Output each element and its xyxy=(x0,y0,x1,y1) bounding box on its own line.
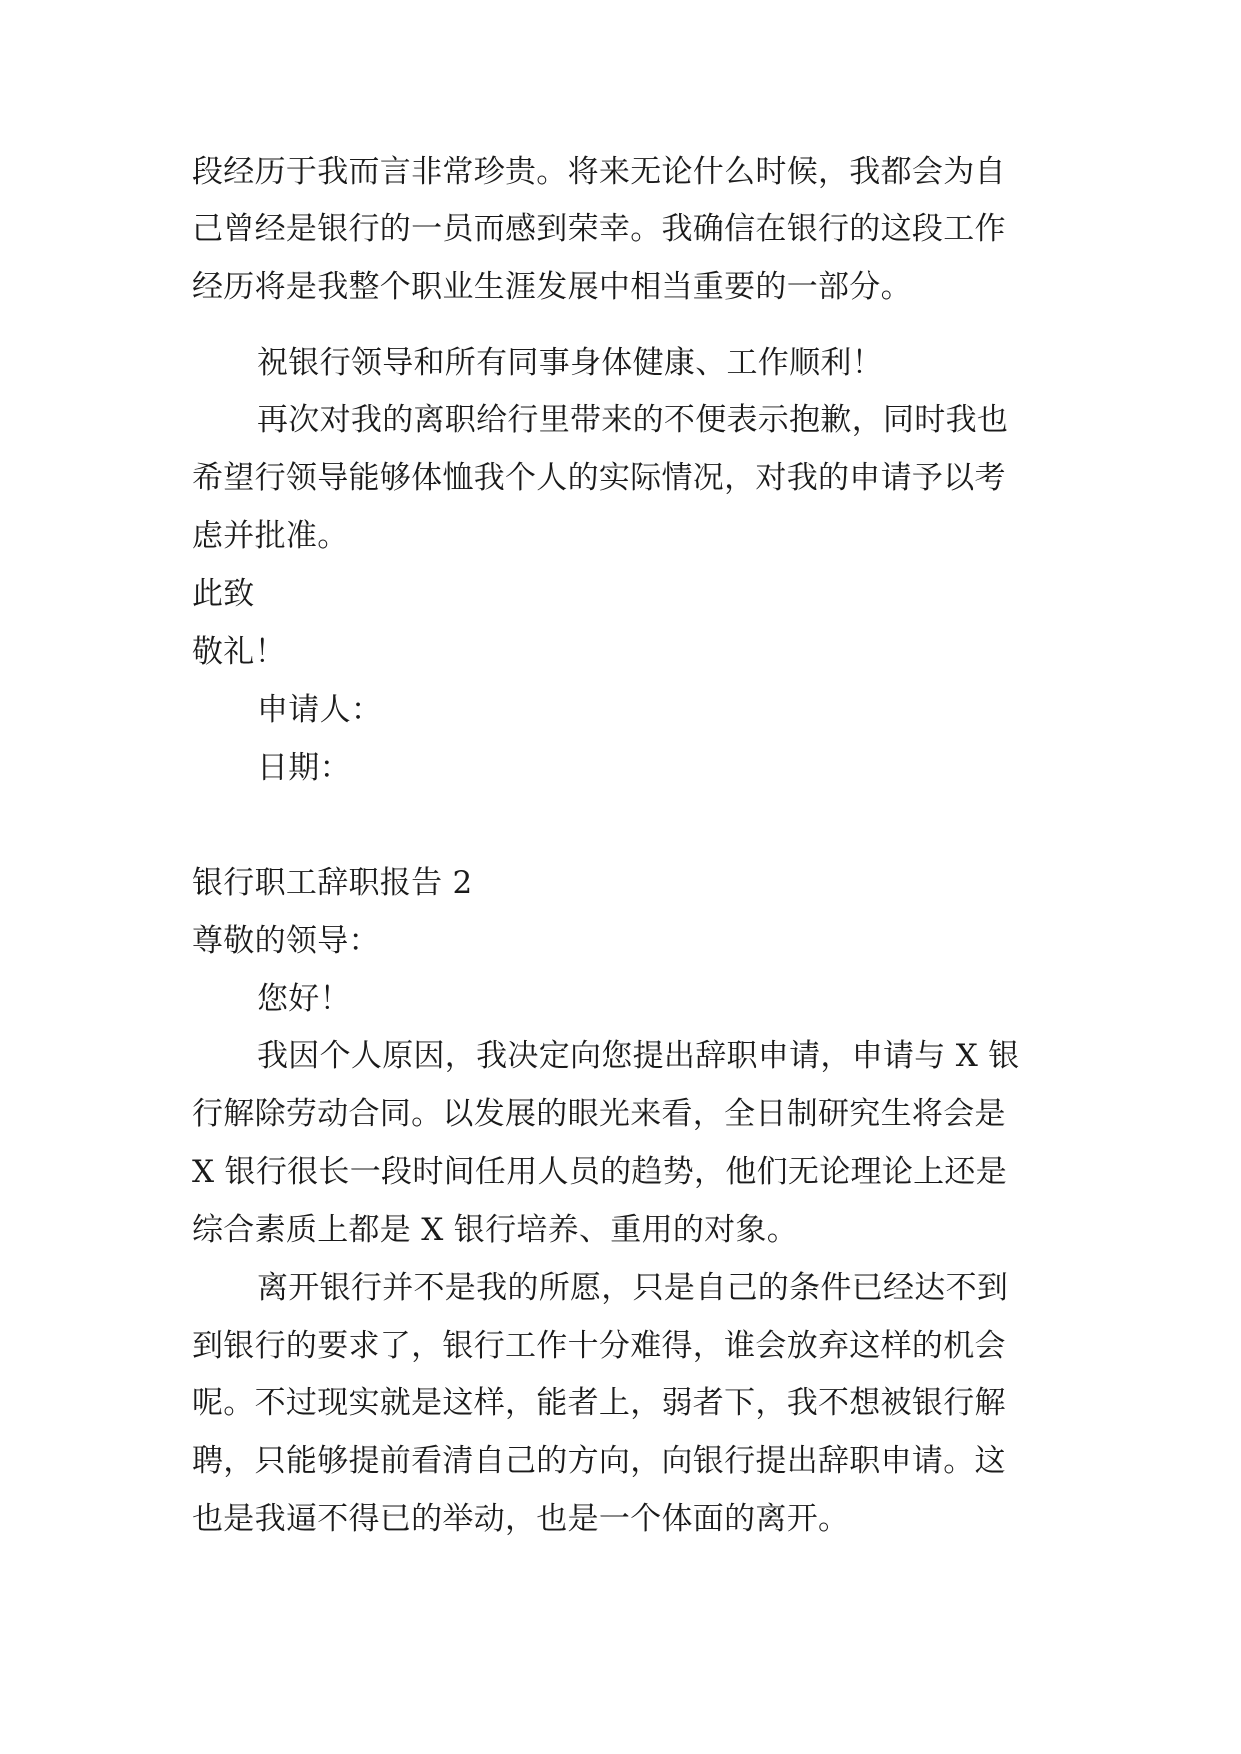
paragraph-line: 行解除劳动合同。以发展的眼光来看，全日制研究生将会是 xyxy=(192,1096,1006,1132)
paragraph-line: 己曾经是银行的一员而感到荣幸。我确信在银行的这段工作 xyxy=(192,211,1006,247)
paragraph-line: 呢。不过现实就是这样，能者上，弱者下，我不想被银行解 xyxy=(192,1385,1006,1421)
closing-salutation: 此致 xyxy=(192,576,255,612)
closing-regards: 敬礼！ xyxy=(192,634,286,670)
paragraph-line: 祝银行领导和所有同事身体健康、工作顺利！ xyxy=(257,345,883,381)
paragraph-line: 希望行领导能够体恤我个人的实际情况，对我的申请予以考 xyxy=(192,460,1006,496)
section-title: 银行职工辞职报告 2 xyxy=(192,865,473,901)
paragraph-line: 离开银行并不是我的所愿，只是自己的条件已经达不到 xyxy=(257,1270,1009,1306)
paragraph-line: 综合素质上都是 X 银行培养、重用的对象。 xyxy=(192,1212,799,1248)
paragraph-line: 也是我逼不得已的举动，也是一个体面的离开。 xyxy=(192,1501,850,1537)
paragraph-line: 虑并批准。 xyxy=(192,518,349,554)
paragraph-line: 聘，只能够提前看清自己的方向，向银行提出辞职申请。这 xyxy=(192,1443,1006,1479)
applicant-label: 申请人： xyxy=(257,692,383,728)
greeting: 尊敬的领导： xyxy=(192,923,380,959)
date-label: 日期： xyxy=(257,750,351,786)
paragraph-line: X 银行很长一段时间任用人员的趋势，他们无论理论上还是 xyxy=(192,1154,1008,1190)
paragraph-line: 经历将是我整个职业生涯发展中相当重要的一部分。 xyxy=(192,269,912,305)
paragraph-line: 到银行的要求了，银行工作十分难得，谁会放弃这样的机会 xyxy=(192,1328,1006,1364)
paragraph-line: 段经历于我而言非常珍贵。将来无论什么时候，我都会为自 xyxy=(192,154,1006,190)
paragraph-line: 我因个人原因，我决定向您提出辞职申请，申请与 X 银 xyxy=(257,1038,1020,1074)
greeting-hello: 您好！ xyxy=(257,981,351,1017)
paragraph-line: 再次对我的离职给行里带来的不便表示抱歉，同时我也 xyxy=(257,402,1009,438)
